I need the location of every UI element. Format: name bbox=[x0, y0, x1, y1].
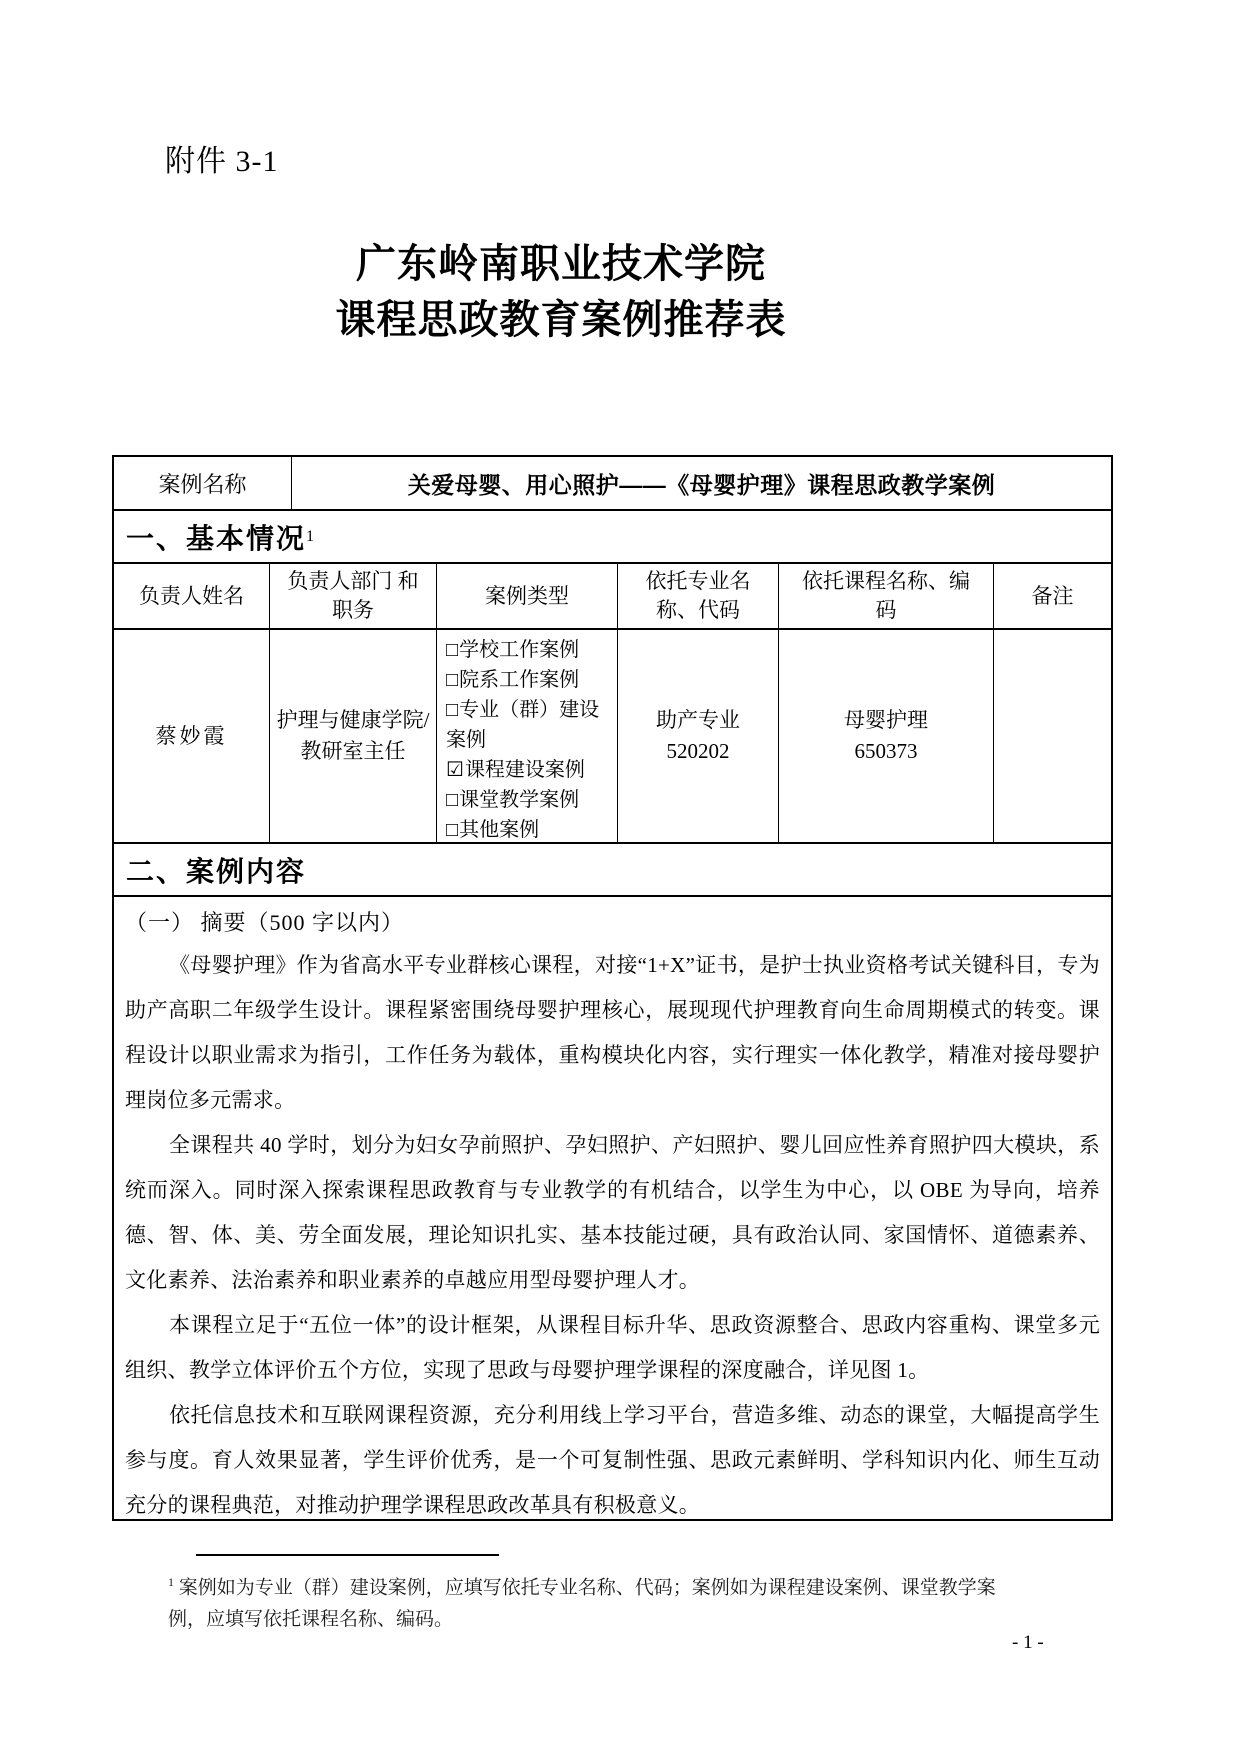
case-name-value: 关爱母婴、用心照护——《母婴护理》课程思政教学案例 bbox=[407, 471, 996, 498]
case-name-row bbox=[114, 457, 1111, 509]
abstract-heading: （一） 摘要（500 字以内） bbox=[125, 910, 405, 935]
footnote-reference-mark: 1 bbox=[306, 527, 317, 545]
footnote-separator bbox=[196, 1554, 499, 1556]
footnote-text: 案例如为专业（群）建设案例，应填写依托专业名称、代码；案例如为课程建设案例、课堂教学案例，应填写依托课程名称、编码。 bbox=[168, 1577, 996, 1631]
checkbox-unchecked-icon: □ bbox=[446, 819, 459, 841]
header-case-type: 案例类型 bbox=[437, 564, 618, 628]
checkbox-unchecked-icon: □ bbox=[446, 669, 459, 691]
case-type-option-classroom[interactable]: □课堂教学案例 bbox=[446, 785, 613, 815]
abstract-paragraph-2: 全课程共 40 学时，划分为妇女孕前照护、孕妇照护、产妇照护、婴儿回应性养育照护四大模块，系统而深入。同时深入探索课程思政教育与专业教学的有机结合，以学生为中心，以 OBE 为导向，培养德、智、体、美、劳全面发展，理论知识扎实、基本技能过硬，具有政治认同、家国情怀、道德素养、文化素养、法治素养和职业素养的卓越应用型母婴护理人才。 bbox=[125, 1133, 1100, 1292]
abstract-paragraph-3: 本课程立足于“五位一体”的设计框架，从课程目标升华、思政资源整合、思政内容重构、课堂多元组织、教学立体评价五个方位，实现了思政与母婴护理学课程的深度融合，详见图 1。 bbox=[125, 1313, 1100, 1382]
header-department-duty: 负责人部门 和职务 bbox=[270, 564, 437, 628]
section1-title: 一、基本情况 bbox=[126, 522, 307, 554]
course-code: 650373 bbox=[854, 739, 918, 763]
case-content-cell bbox=[114, 895, 1111, 1519]
header-course-name-code: 依托课程名称、编 码 bbox=[779, 564, 994, 628]
responsible-name-cell: 蔡妙霞 bbox=[114, 630, 270, 842]
course-cell bbox=[779, 630, 994, 842]
department-cell bbox=[270, 630, 437, 842]
checkbox-unchecked-icon: □ bbox=[446, 699, 459, 721]
abstract-paragraph-4: 依托信息技术和互联网课程资源，充分利用线上学习平台，营造多维、动态的课堂，大幅提高学生参与度。育人效果显著，学生评价优秀，是一个可复制性强、思政元素鲜明、学科知识内化、师生互动充分的课程典范，对推动护理学课程思政改革具有积极意义。 bbox=[125, 1403, 1100, 1517]
checkbox-unchecked-icon: □ bbox=[446, 639, 459, 661]
course-name: 母婴护理 bbox=[844, 708, 928, 732]
major-code: 520202 bbox=[666, 739, 730, 763]
case-type-option-other[interactable]: □其他案例 bbox=[446, 815, 613, 845]
major-name: 助产专业 bbox=[656, 708, 740, 732]
remark-cell bbox=[994, 630, 1111, 842]
case-type-option-faculty[interactable]: □院系工作案例 bbox=[446, 665, 613, 695]
table-data-row bbox=[114, 628, 1111, 842]
abstract-paragraph-1: 《母婴护理》作为省高水平专业群核心课程，对接“1+X”证书，是护士执业资格考试关键科目，专为助产高职二年级学生设计。课程紧密围绕母婴护理核心，展现现代护理教育向生命周期模式的转变。课程设计以职业需求为指引，工作任务为载体，重构模块化内容，实行理实一体化教学，精准对接母婴护理岗位多元需求。 bbox=[125, 953, 1100, 1112]
case-type-option-school[interactable]: □学校工作案例 bbox=[446, 635, 613, 665]
case-type-cell bbox=[437, 630, 618, 842]
document-title-line1: 广东岭南职业技术学院 bbox=[356, 242, 766, 286]
footnote bbox=[168, 1566, 1016, 1636]
case-name-label: 案例名称 bbox=[114, 457, 292, 509]
footnote-number: 1 bbox=[168, 1575, 174, 1589]
checkbox-unchecked-icon: □ bbox=[446, 789, 459, 811]
department-text: 护理与健康学院/教研室主任 bbox=[276, 708, 430, 763]
section2-title: 二、案例内容 bbox=[126, 855, 307, 887]
page-number: - 1 - bbox=[1012, 1632, 1044, 1653]
document-title bbox=[112, 236, 1010, 348]
section-case-content-heading bbox=[114, 842, 1111, 895]
header-remark: 备注 bbox=[1031, 583, 1074, 608]
attachment-label: 附件 3-1 bbox=[165, 145, 279, 178]
document-title-line2: 课程思政教育案例推荐表 bbox=[335, 298, 787, 342]
header-responsible-name: 负责人姓名 bbox=[114, 564, 270, 628]
checkbox-checked-icon: ☑ bbox=[446, 759, 464, 781]
recommendation-form-table bbox=[112, 455, 1113, 1521]
table-header-row bbox=[114, 562, 1111, 628]
major-cell bbox=[618, 630, 779, 842]
case-type-option-course-build[interactable]: ☑课程建设案例 bbox=[446, 755, 613, 785]
case-type-option-major-group[interactable]: □专业（群）建设案例 bbox=[446, 695, 613, 755]
section-basic-info-heading bbox=[114, 509, 1111, 562]
header-major-name-code: 依托专业名 称、代码 bbox=[618, 564, 779, 628]
